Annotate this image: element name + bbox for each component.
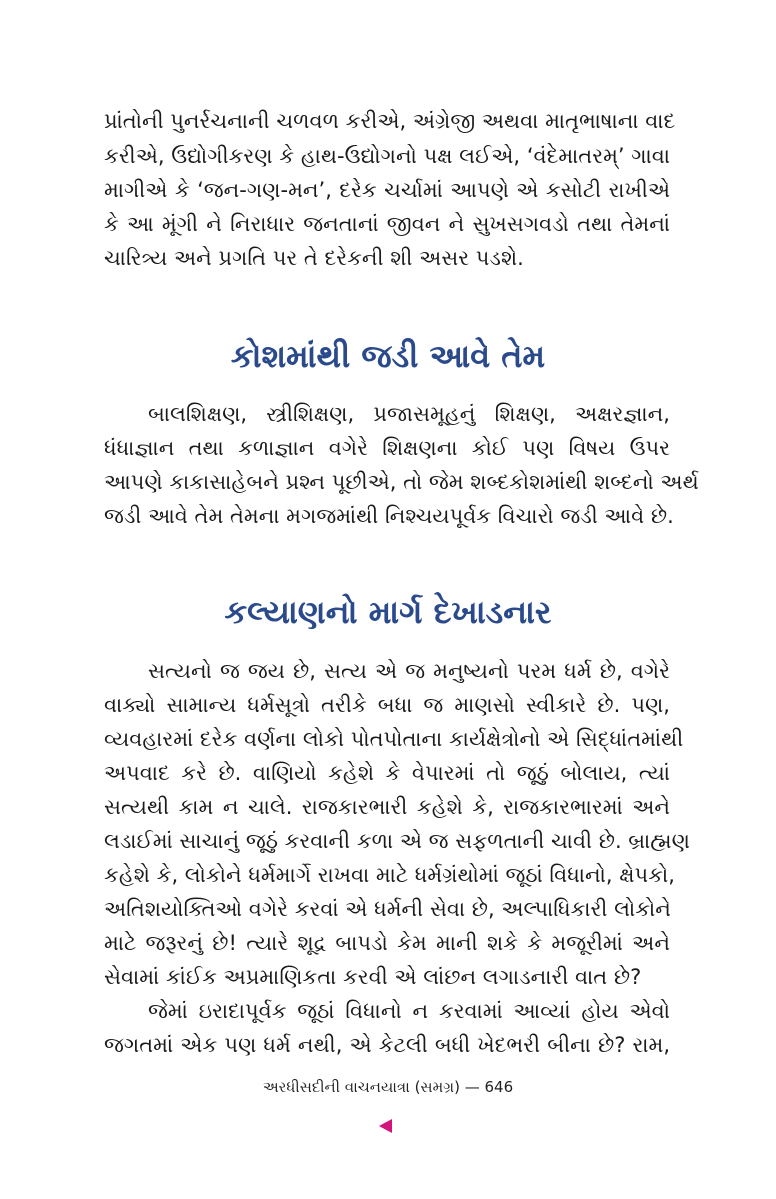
text-line: લડાઈમાં સાચાનું જૂઠું કરવાની કળા એ જ સફળતાની ચાવી છે. બ્રાહ્મણ xyxy=(104,829,690,853)
text-line: અતિશયોક્તિઓ વગેરે કરવાં એ ધર્મની સેવા છે, અલ્પાધિકારી લોકોને xyxy=(104,897,671,921)
text-line: સત્યથી કામ ન ચાલે. રાજકારભારી કહેશે કે, રાજકારભારમાં અને xyxy=(104,795,670,819)
text-line: સત્યનો જ જય છે, સત્ય એ જ મનુષ્યનો પરમ ધર્મ છે, વગેરે xyxy=(148,659,670,683)
text-line: જડી આવે તેમ તેમના મગજમાંથી નિશ્ચયપૂર્વક વિચારો જડી આવે છે. xyxy=(104,504,674,528)
text-line: જેમાં ઇરાદાપૂર્વક જૂઠાં વિધાનો ન કરવામાં આવ્યાં હોય એવો xyxy=(148,999,670,1023)
page-footer: અરધીસદીની વાચનયાત્રા (સમગ્ર) — 646 xyxy=(262,1078,514,1096)
text-line: ધંધાજ્ઞાન તથા કળાજ્ઞાન વગેરે શિક્ષણના કોઈ પણ વિષય ઉપર xyxy=(104,436,670,460)
text-line: અપવાદ કરે છે. વાણિયો કહેશે કે વેપારમાં તો જૂઠું બોલાય, ત્યાં xyxy=(104,761,670,785)
section-heading-kalyan: કલ્યાણનો માર્ગ દેખાડનાર xyxy=(224,593,552,631)
text-line: જગતમાં એક પણ ધર્મ નથી, એ કેટલી બધી ખેદભરી બીના છે? રામ, xyxy=(104,1033,670,1057)
text-line: વાક્યો સામાન્ય ધર્મસૂત્રો તરીકે બધા જ માણસો સ્વીકારે છે. પણ, xyxy=(104,693,670,717)
left-triangle-icon[interactable] xyxy=(379,1119,392,1133)
text-line: વ્યવહારમાં દરેક વર્ણના લોકો પોતપોતાના કાર્યક્ષેત્રોનો એ સિદ્ધાંતમાંથી xyxy=(104,727,684,751)
text-line: સેવામાં કાંઈક અપ્રમાણિકતા કરવી એ લાંછન લગાડનારી વાત છે? xyxy=(104,965,642,989)
text-line: કરીએ, ઉદ્યોગીકરણ કે હાથ-ઉદ્યોગનો પક્ષ લઈએ, ‘વંદેમાતરમ્’ ગાવા xyxy=(104,144,670,168)
text-line: કહેશે કે, લોકોને ધર્મમાર્ગે રાખવા માટે ધર્મગ્રંથોમાં જૂઠાં વિધાનો, ક્ષેપકો, xyxy=(104,863,675,887)
text-line: ચારિત્ર્ય અને પ્રગતિ પર તે દરેકની શી અસર પડશે. xyxy=(104,246,524,270)
text-line: આપણે કાકાસાહેબને પ્રશ્ન પૂછીએ, તો જેમ શબ્દકોશમાંથી શબ્દનો અર્થ xyxy=(104,470,699,494)
text-line: બાલશિક્ષણ, સ્ત્રીશિક્ષણ, પ્રજાસમૂહનું શિક્ષણ, અક્ષરજ્ઞાન, xyxy=(148,402,670,426)
text-line: માગીએ કે ‘જન-ગણ-મન’, દરેક ચર્ચામાં આપણે એ કસોટી રાખીએ xyxy=(104,178,670,202)
text-line: પ્રાંતોની પુનર્રચનાની ચળવળ કરીએ, અંગ્રેજી અથવા માતૃભાષાના વાદ xyxy=(104,109,676,133)
text-line: માટે જરૂરનું છે! ત્યારે શૂદ્ર બાપડો કેમ માની શકે કે મજૂરીમાં અને xyxy=(104,931,670,955)
section-heading-kosh: કોશમાંથી જડી આવે તેમ xyxy=(230,337,546,375)
text-line: કે આ મૂંગી ને નિરાધાર જનતાનાં જીવન ને સુખસગવડો તથા તેમનાં xyxy=(104,212,670,236)
